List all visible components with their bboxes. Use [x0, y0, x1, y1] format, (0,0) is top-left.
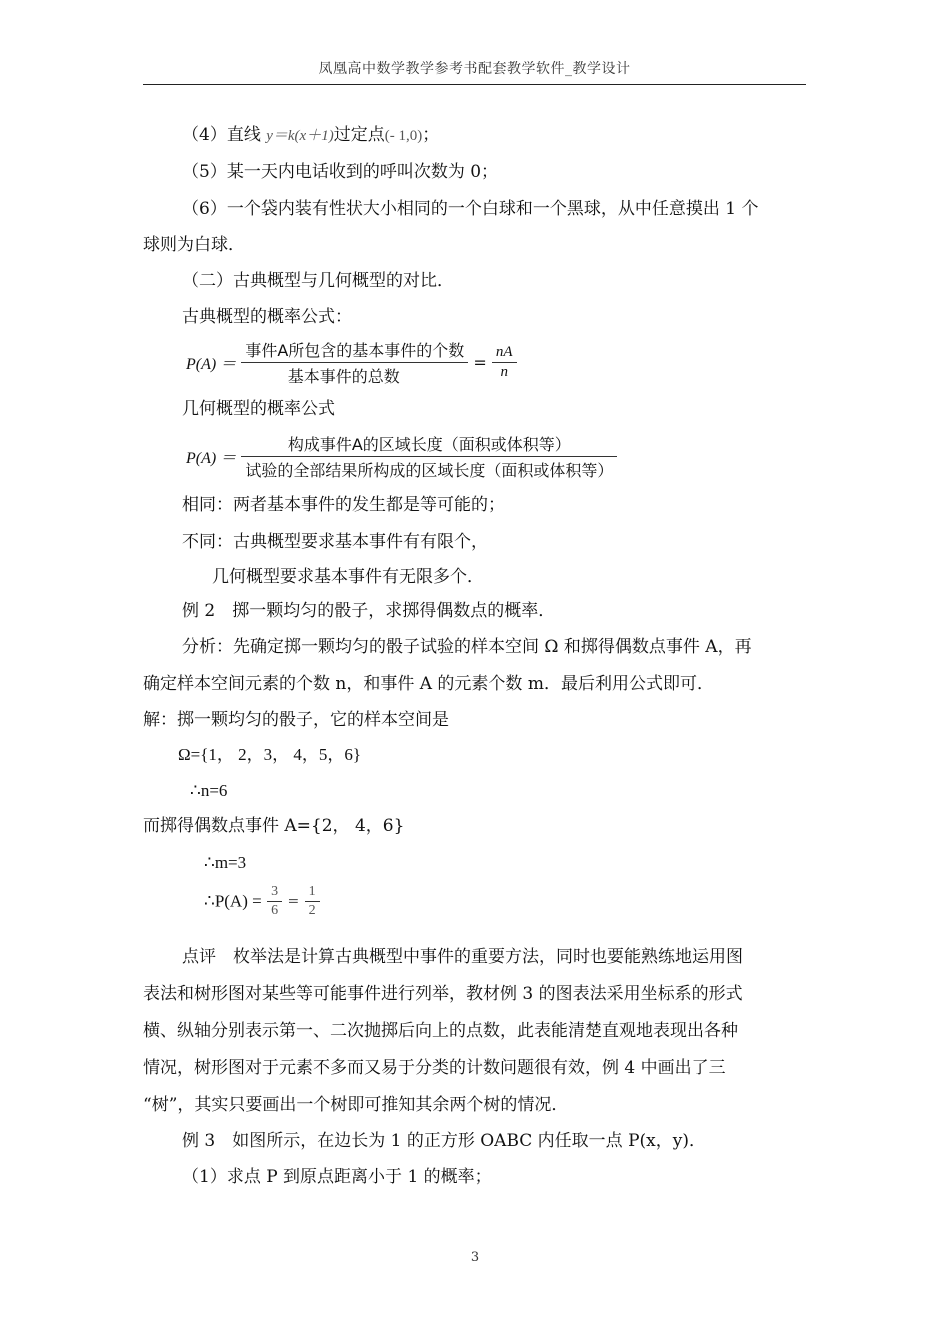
- classical-lhs: P(A) ＝: [186, 356, 237, 373]
- item-4-mid: 过定点: [333, 125, 385, 145]
- example-2-title: 例 2 掷一颗均匀的骰子，求掷得偶数点的概率．: [182, 601, 556, 621]
- geometric-lhs: P(A) ＝: [186, 450, 237, 467]
- item-4-prefix: （4）直线: [182, 125, 261, 145]
- item-5: （5）某一天内电话收到的呼叫次数为 0；: [182, 162, 499, 182]
- example-3-title: 例 3 如图所示，在边长为 1 的正方形 OABC 内任取一点 P(x，y)．: [182, 1131, 706, 1151]
- item-6-line1: （6）一个袋内装有性状大小相同的一个白球和一个黑球，从中任意摸出 1 个: [182, 199, 759, 219]
- analysis-line-2: 确定样本空间元素的个数 n，和事件 A 的元素个数 m．最后利用公式即可．: [143, 674, 714, 694]
- similarity-note: 相同：两者基本事件的发生都是等可能的；: [182, 495, 505, 515]
- line-equation: y＝k(x＋1): [266, 128, 334, 144]
- comment-line-5: “树”，其实只要画出一个树即可推知其余两个树的情况．: [143, 1095, 569, 1115]
- result-equals: =: [287, 893, 300, 910]
- n-value: ∴n=6: [190, 781, 228, 800]
- section-heading-2: （二）古典概型与几何概型的对比．: [182, 271, 454, 291]
- comment-line-3: 横、纵轴分别表示第一、二次抛掷后向上的点数，此表能清楚直观地表现出各种: [143, 1021, 738, 1041]
- geometric-fraction: [241, 432, 617, 481]
- question-1: （1）求点 P 到原点距离小于 1 的概率；: [182, 1167, 492, 1187]
- classical-formula-label: 古典概型的概率公式：: [182, 307, 352, 327]
- comment-line-2: 表法和树形图对某些等可能事件进行列举，教材例 3 的图表法采用坐标系的形式: [143, 984, 743, 1004]
- result-numerator-2: 1: [308, 884, 316, 899]
- classical-short-fraction: [492, 344, 517, 381]
- result-denominator-1: 6: [267, 901, 282, 919]
- m-value: ∴m=3: [204, 853, 247, 872]
- classical-short-numerator: nA: [495, 344, 513, 360]
- fixed-point: (- 1,0): [384, 128, 423, 144]
- page-header: 凤凰高中数学教学参考书配套教学软件_教学设计: [318, 61, 631, 77]
- geometric-formula-label: 几何概型的概率公式: [182, 399, 335, 419]
- comment-line-4: 情况，树形图对于元素不多而又易于分类的计数问题很有效，例 4 中画出了三: [143, 1058, 726, 1078]
- difference-note-1: 不同：古典概型要求基本事件有有限个，: [182, 532, 488, 552]
- difference-note-2: 几何概型要求基本事件有无限多个．: [212, 567, 484, 587]
- result-lhs: ∴P(A) =: [204, 891, 262, 911]
- classical-numerator: 事件A所包含的基本事件的个数: [245, 341, 465, 360]
- result-fraction-2: [305, 884, 320, 919]
- result-fraction-1: [267, 884, 282, 919]
- result-numerator-1: 3: [271, 884, 279, 899]
- geometric-probability-formula: [186, 432, 617, 481]
- solution-intro: 解：掷一颗均匀的骰子，它的样本空间是: [143, 710, 449, 730]
- item-4-end: ；: [422, 125, 440, 145]
- item-4: [182, 124, 439, 147]
- result-denominator-2: 2: [305, 901, 320, 919]
- geometric-denominator: 试验的全部结果所构成的区域长度（面积或体积等）: [241, 456, 617, 481]
- classical-probability-formula: [186, 338, 517, 387]
- sample-space: Ω={1， 2，3， 4，5，6}: [178, 745, 362, 764]
- result-probability: [204, 884, 320, 919]
- classical-equals: =: [473, 353, 487, 372]
- event-a-definition: 而掷得偶数点事件 A={2， 4，6}: [143, 816, 405, 836]
- item-6-line2: 球则为白球．: [143, 235, 245, 255]
- classical-fraction: [241, 338, 468, 387]
- classical-short-denominator: n: [492, 362, 517, 381]
- page-number: 3: [470, 1250, 480, 1265]
- header-rule: [143, 84, 806, 85]
- analysis-line-1: 分析：先确定掷一颗均匀的骰子试验的样本空间 Ω 和掷得偶数点事件 A，再: [182, 637, 752, 657]
- classical-denominator: 基本事件的总数: [241, 362, 468, 387]
- geometric-numerator: 构成事件A的区域长度（面积或体积等）: [287, 435, 571, 454]
- comment-line-1: 点评 枚举法是计算古典概型中事件的重要方法，同时也要能熟练地运用图: [182, 947, 743, 967]
